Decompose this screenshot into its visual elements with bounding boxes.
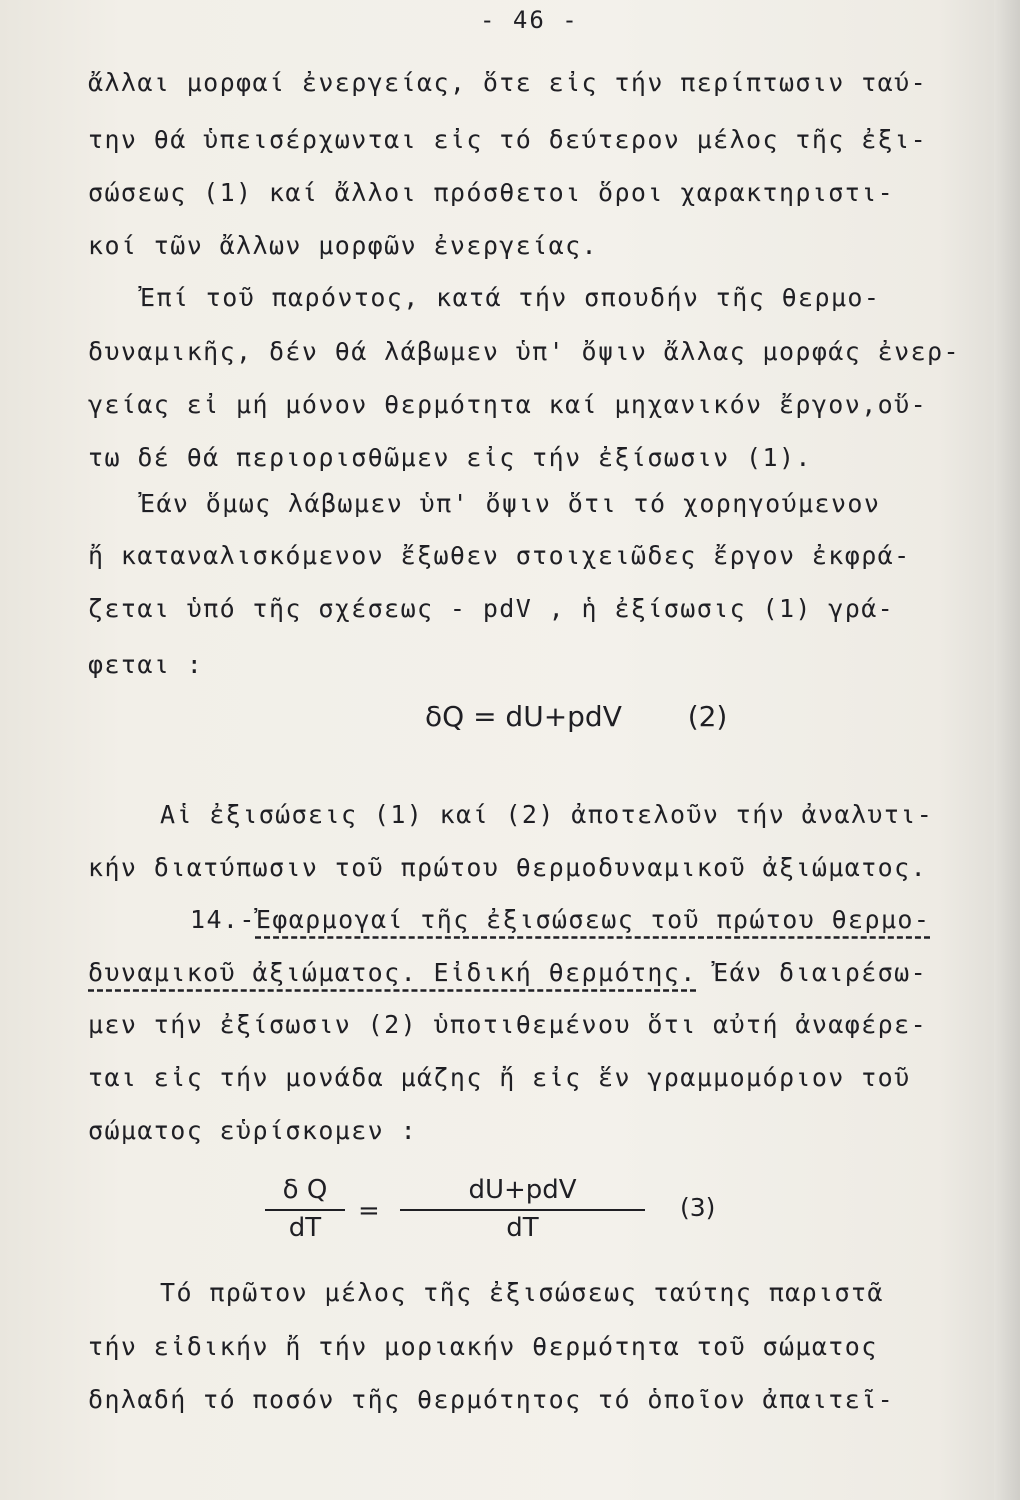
fraction-denominator: dT <box>506 1213 539 1243</box>
text-fragment: Ἐάν διαιρέσω- <box>696 958 928 987</box>
text-line: ται εἰς τήν μονάδα μάζης ἤ εἰς ἕν γραμμομόριον τοῦ <box>88 1063 911 1092</box>
fraction-numerator: δ Q <box>282 1175 328 1205</box>
equation-3-label: (3) <box>680 1193 716 1222</box>
text-line: κοί τῶν ἄλλων μορφῶν ἐνεργείας. <box>88 231 598 260</box>
text-line: μεν τήν ἐξίσωσιν (2) ὑποτιθεμένου ὅτι αὐτή ἀναφέρε- <box>88 1010 928 1039</box>
text-line: σώσεως (1) καί ἄλλοι πρόσθετοι ὅροι χαρακτηριστι- <box>88 178 895 207</box>
text-line: τω δέ θά περιορισθῶμεν εἰς τήν ἐξίσωσιν (1). <box>88 443 812 472</box>
text-line: Ἐάν ὅμως λάβωμεν ὑπ' ὄψιν ὅτι τό χορηγούμενον <box>140 489 881 518</box>
text-line: Αἱ ἐξισώσεις (1) καί (2) ἀποτελοῦν τήν ἀναλυτι- <box>160 800 934 829</box>
equation-2-label: (2) <box>687 700 728 733</box>
text-line: ἤ καταναλισκόμενον ἔξωθεν στοιχειῶδες ἔργον ἐκφρά- <box>88 541 911 570</box>
fraction-right <box>400 1175 645 1243</box>
text-line: Τό πρῶτον μέλος τῆς ἐξισώσεως ταύτης παριστᾶ <box>160 1278 884 1307</box>
text-line: τήν εἰδικήν ἤ τήν μοριακήν θερμότητα τοῦ σώματος <box>88 1332 878 1361</box>
text-line: φεται : <box>88 650 204 679</box>
section-title-part: δυναμικοῦ ἀξιώματος. Εἰδική θερμότης. <box>88 958 697 987</box>
text-line: την θά ὑπεισέρχωνται εἰς τό δεύτερον μέλος τῆς ἐξι- <box>88 125 928 154</box>
section-heading-line <box>88 958 927 987</box>
equation-2 <box>425 700 727 733</box>
equation-2-body: δQ = dU+pdV <box>425 700 622 733</box>
section-number: 14.- <box>190 905 256 934</box>
fraction-denominator: dT <box>288 1213 322 1243</box>
text-line: ἄλλαι μορφαί ἐνεργείας, ὅτε εἰς τήν περίπτωσιν ταύ- <box>88 68 928 97</box>
fraction-numerator: dU+pdV <box>468 1175 577 1205</box>
section-heading-line <box>190 905 930 934</box>
page-edge-shadow <box>994 0 1020 1500</box>
fraction-left <box>265 1175 345 1243</box>
text-line: δηλαδή τό ποσόν τῆς θερμότητος τό ὁποῖον ἀπαιτεῖ- <box>88 1385 895 1414</box>
section-title-part: Ἐφαρμογαί τῆς ἐξισώσεως τοῦ πρώτου θερμο- <box>255 905 931 934</box>
text-line: σώματος εὑρίσκομεν : <box>88 1116 418 1145</box>
text-line: κήν διατύπωσιν τοῦ πρώτου θερμοδυναμικοῦ ἀξιώματος. <box>88 853 928 882</box>
text-line: Ἐπί τοῦ παρόντος, κατά τήν σπουδήν τῆς θερμο- <box>140 283 881 312</box>
text-line: ζεται ὑπό τῆς σχέσεως - pdV , ἡ ἐξίσωσις (1) γρά- <box>88 594 895 623</box>
equals-sign: = <box>358 1196 380 1226</box>
text-line: γείας εἰ μή μόνον θερμότητα καί μηχανικόν ἔργον,οὕ- <box>88 390 928 419</box>
page-number: - 46 - <box>480 6 579 34</box>
text-line: δυναμικῆς, δέν θά λάβωμεν ὑπ' ὄψιν ἄλλας μορφάς ἐνερ- <box>88 337 960 366</box>
